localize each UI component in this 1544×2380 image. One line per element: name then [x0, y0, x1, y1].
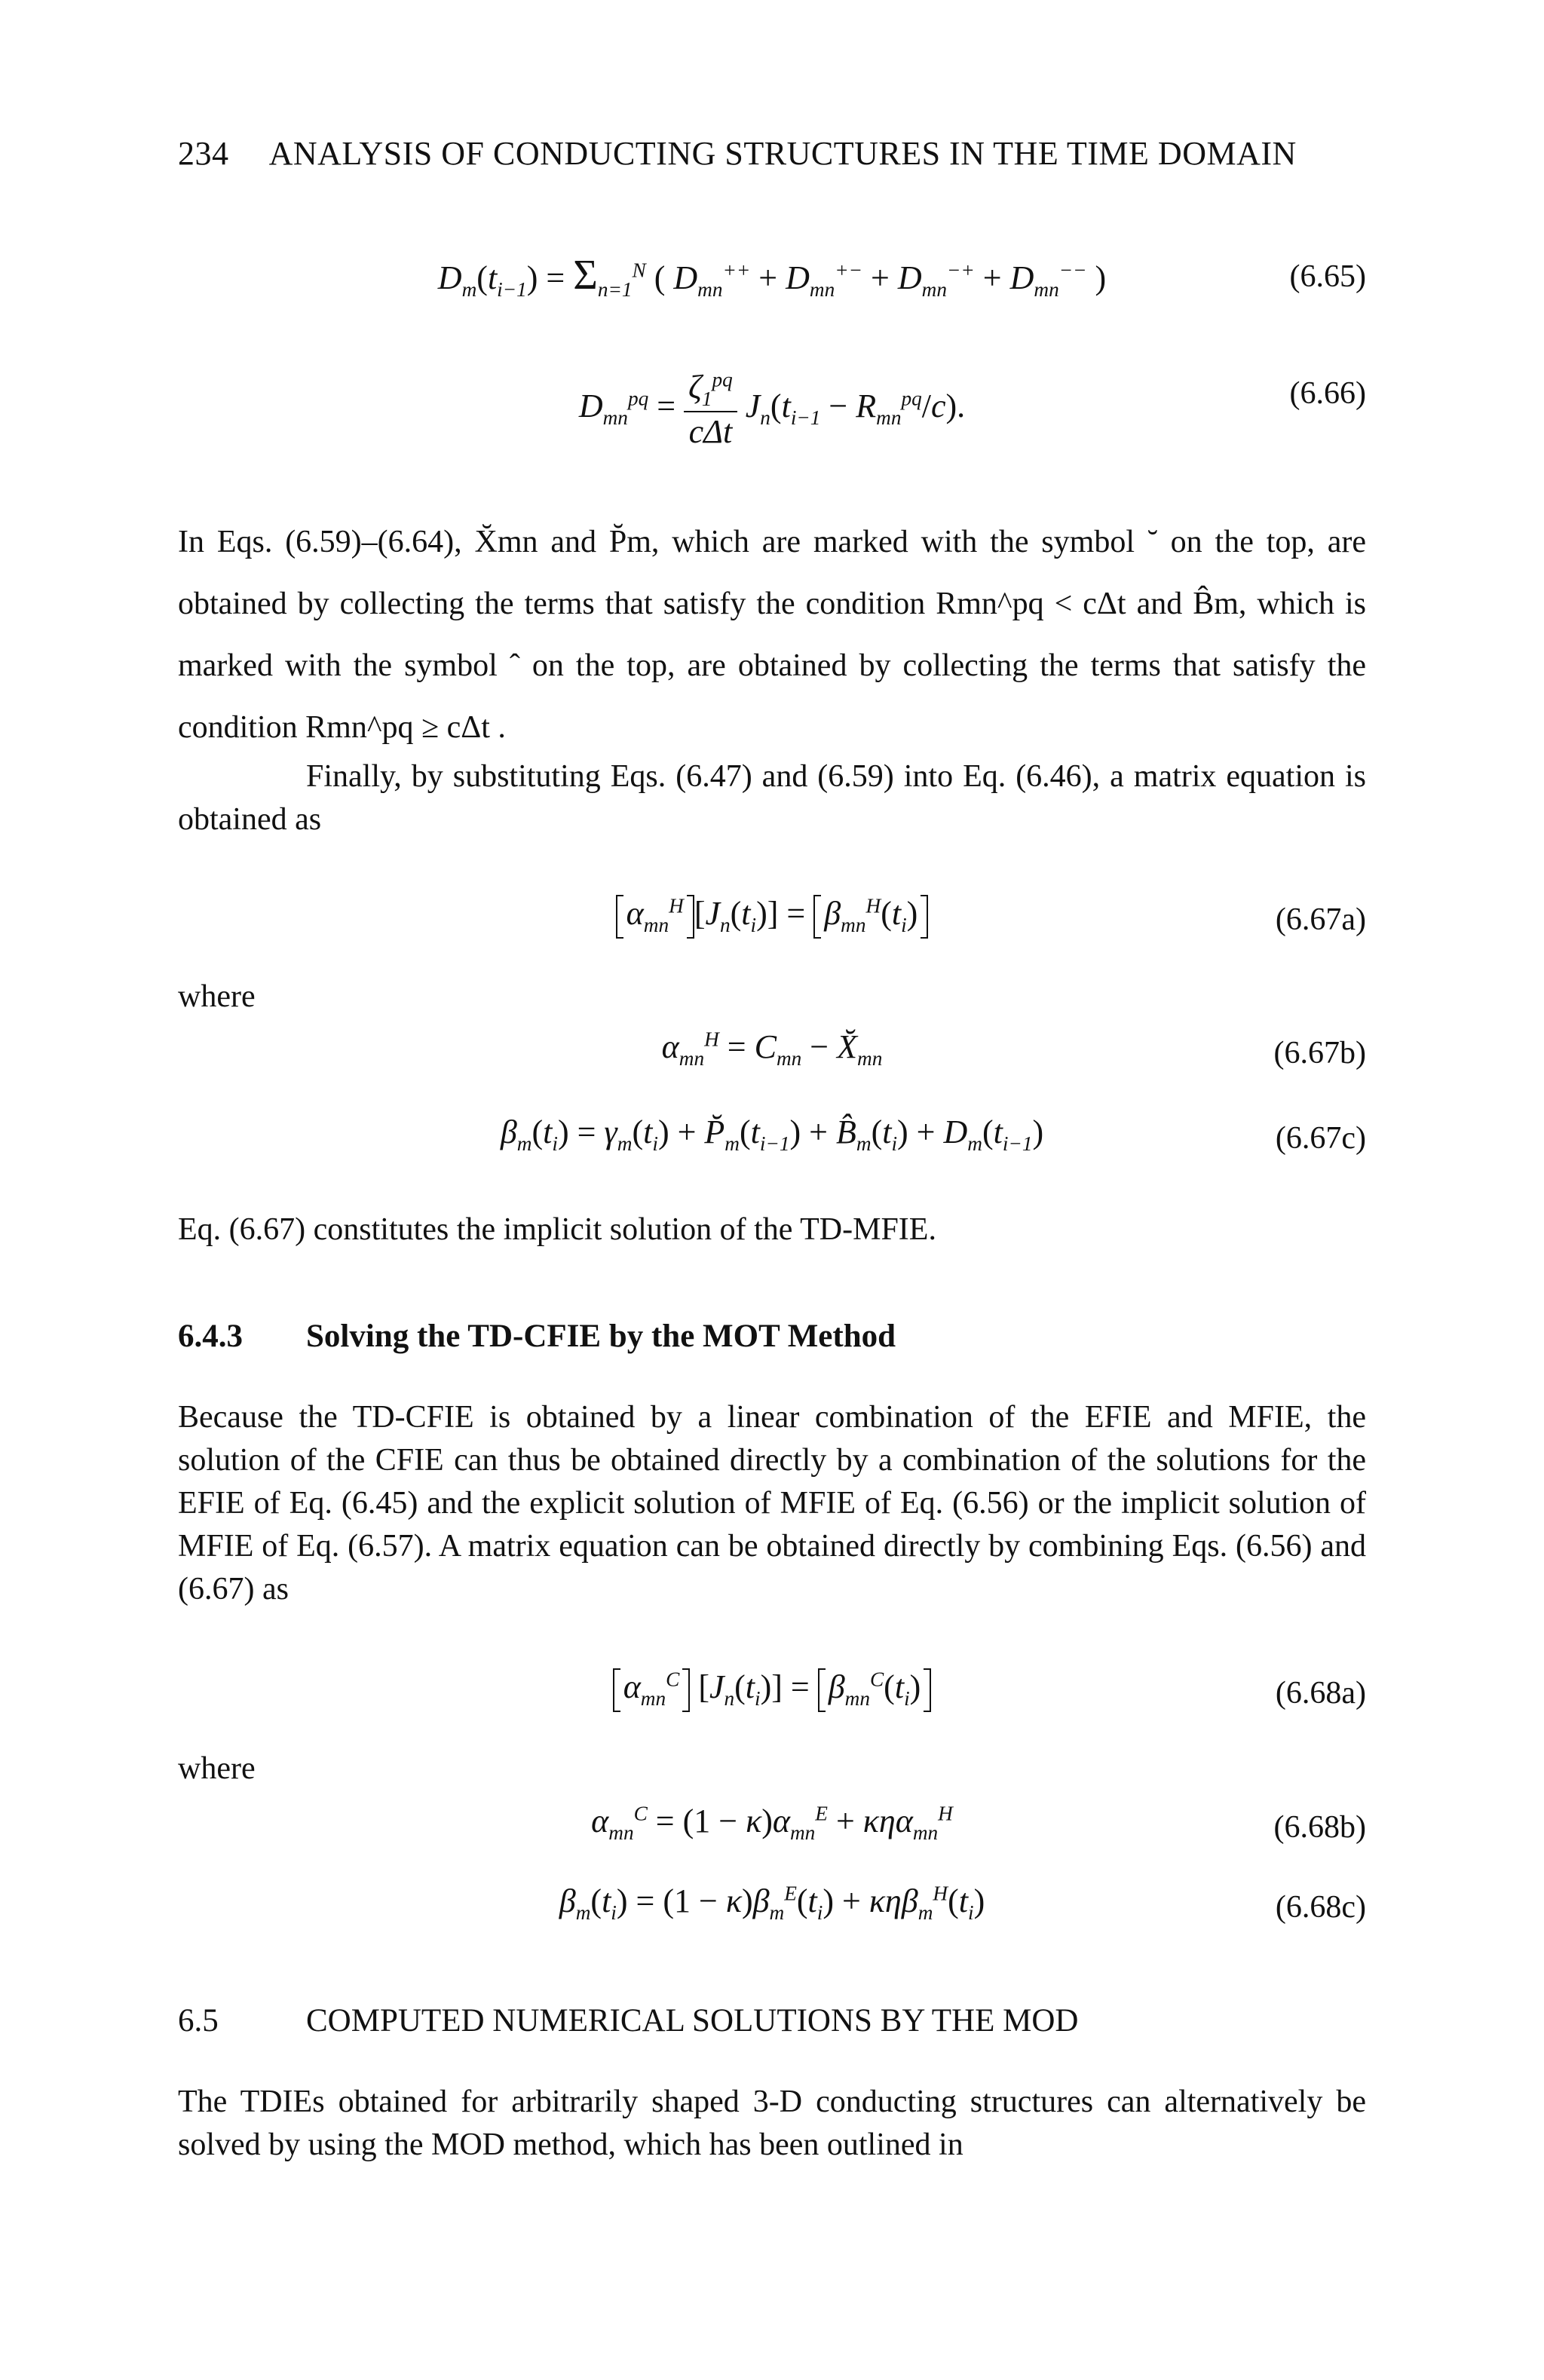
equation-body: $D_m(t_{i-1}) = \Sigma_{n=1}^N$ ( $D_{mn}^{++} + D_{mn}^{+-} + D_{mn}^{-+} + D_{mn}^{--}$ )	[437, 252, 1107, 301]
paragraph-mod-intro: The TDIEs obtained for arbitrarily shaped 3-D conducting structures can alternatively be solved by using the MOD method, which has been outlined in	[178, 2084, 1366, 2162]
page-number: 234	[178, 135, 229, 172]
equation-label: (6.65)	[1289, 259, 1366, 294]
section-heading-6-5	[178, 2002, 1078, 2039]
equation-body: $\beta_m(t_i) = \gamma_m(t_i)$ + $P̆_m(t_{i-1})$ + $B̂_m(t_i) + D_m(t_{i-1})$	[500, 1113, 1044, 1155]
equation-6-68b	[178, 1788, 1366, 1871]
equation-label: (6.67c)	[1275, 1121, 1366, 1156]
where-label: where	[178, 1751, 256, 1786]
running-title: ANALYSIS OF CONDUCTING STRUCTURES IN THE TIME DOMAIN	[268, 135, 1297, 172]
equation-label: (6.67a)	[1275, 902, 1366, 937]
section-title: Solving the TD-CFIE by the MOT Method	[306, 1319, 896, 1354]
equation-label: (6.68b)	[1273, 1810, 1366, 1845]
paragraph-cfie: Because the TD-CFIE is obtained by a linear combination of the EFIE and MFIE, the solution of the CFIE can thus be obtained directly by a combination of the solutions for the EFIE of Eq. (6.45) and the explicit solution of MFIE of Eq. (6.56) or the implicit solution of MFIE of Eq. (6.57). A matrix equation can be obtained directly by combining Eqs. (6.56) and (6.67) as	[178, 1400, 1366, 1607]
section-number: 6.5	[178, 2003, 219, 2038]
paragraph-implicit-solution: Eq. (6.67) constitutes the implicit solution of the TD-MFIE.	[178, 1212, 936, 1247]
equation-body: $\alpha_{mn}^H = C_{mn}$ − $X̆_{mn}$	[661, 1028, 883, 1070]
equation-6-67c	[178, 1099, 1366, 1182]
equation-label: (6.68c)	[1275, 1890, 1366, 1925]
equation-body: $\alpha_{mn}^C = (1 - \kappa)\alpha_{mn}^E + \kappa\eta\alpha_{mn}^H$	[591, 1802, 953, 1844]
paragraph-symbol-description: In Eqs. (6.59)–(6.64), X̆mn and P̆m, which are marked with the symbol ˘ on the top, are obtained by collecting the terms that satisfy the condition Rmn^pq < cΔt and B̂m, which is marked with the symbol ˆ on the top, are obtained by collecting the terms that satisfy the condition Rmn^pq ≥ cΔt .	[178, 525, 1366, 745]
equation-body: $\alpha_{mn}^H$ $[J_n(t_i)] = \beta_{mn}^H(t_i)$	[178, 894, 1366, 939]
section-heading-6-4-3	[178, 1318, 896, 1355]
equation-6-68c	[178, 1868, 1366, 1951]
equation-body: $\beta_m(t_i) = (1 - \kappa)\beta_m^E(t_i) + \kappa\eta\beta_m^H(t_i)$	[559, 1882, 985, 1924]
paragraph-matrix-intro: Finally, by substituting Eqs. (6.47) and (6.59) into Eq. (6.46), a matrix equation is obtained as	[178, 759, 1366, 837]
equation-6-68a	[178, 1654, 1366, 1737]
equation-6-67b	[178, 1014, 1366, 1097]
equation-label: (6.68a)	[1275, 1676, 1366, 1711]
equation-6-67a	[178, 881, 1366, 963]
equation-6-65	[178, 237, 1366, 320]
equation-body: $\alpha_{mn}^C$ $[J_n(t_i)] = \beta_{mn}^C(t_i)$	[178, 1668, 1366, 1712]
equation-6-66	[178, 354, 1366, 450]
running-header	[178, 134, 1297, 173]
section-title: COMPUTED NUMERICAL SOLUTIONS BY THE MOD	[306, 2003, 1079, 2038]
equation-body: $D_{mn}^{pq}$ = $\zeta_1^{pq}$ cΔt $J_n(t_{i-1} - R_{mn}^{pq}/c)$.	[578, 368, 966, 450]
where-label: where	[178, 979, 256, 1014]
section-number: 6.4.3	[178, 1319, 243, 1354]
equation-label: (6.66)	[1289, 376, 1366, 411]
equation-label: (6.67b)	[1273, 1036, 1366, 1071]
